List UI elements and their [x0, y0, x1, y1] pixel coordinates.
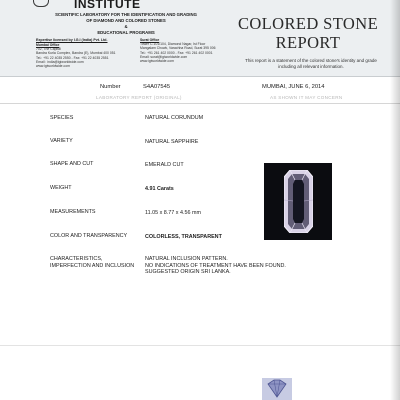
- diamond-seal-icon: [262, 378, 292, 400]
- mumbai-office-address: [36, 43, 132, 68]
- species-label: SPECIES: [50, 115, 74, 121]
- measurements-value: 11.05 x 8.77 x 4.56 mm: [145, 210, 201, 216]
- expertise-line: Expertise licensed by I.G.I (India) Pvt. Ltd.: [36, 38, 108, 42]
- faded-watermark-text: LABORATORY REPORT (ORIGINAL): [96, 95, 182, 100]
- divider: [0, 345, 400, 346]
- variety-label: VARIETY: [50, 138, 73, 144]
- characteristics-value: [145, 256, 286, 276]
- report-number: S4A07545: [143, 84, 171, 90]
- address-line: Email : india@igiworldwide.com: [36, 59, 84, 64]
- address-line: Mangalam Chowk, Varachha Road, Surat 395 006: [140, 46, 216, 51]
- weight-label: WEIGHT: [50, 185, 72, 191]
- faded-watermark-text: AS SHOWN IT MAY CONCERN: [270, 95, 343, 100]
- characteristics-value-line: NATURAL INCLUSION PATTERN.: [145, 256, 228, 262]
- shape-cut-label: SHAPE AND CUT: [50, 161, 94, 167]
- institute-subtitle-line: &: [124, 24, 128, 29]
- characteristics-label: [50, 256, 134, 269]
- variety-value: NATURAL SAPPHIRE: [145, 139, 199, 145]
- species-value: NATURAL CORUNDUM: [145, 115, 204, 121]
- address-line: Tel.: +91 22 4035 2550 - Fax: +91 22 4035 2551: [36, 55, 109, 60]
- shape-cut-value: EMERALD CUT: [145, 162, 184, 168]
- report-statement: This report is a statement of the colored stone's identity and grade including all relevant information.: [245, 58, 377, 69]
- institute-subtitle-line: OF DIAMOND AND COLORED STONES: [86, 18, 166, 23]
- institute-subtitle: [36, 12, 216, 36]
- address-line: Tower C-101/104, Diamond Nagar, Ist Floor: [140, 42, 206, 47]
- report-header: [0, 0, 400, 77]
- report-title-line: REPORT: [275, 33, 341, 52]
- scan-edge-shadow: [390, 0, 400, 400]
- report-title-line: COLORED STONE: [237, 14, 379, 33]
- gemstone-photo: [284, 170, 313, 233]
- institute-title: INSTITUTE: [74, 0, 141, 11]
- address-line: Bandra Kurla Complex, Bandra (E), Mumbai 400 051: [36, 51, 116, 56]
- surat-office-label: Surat Office: [140, 38, 160, 42]
- address-line: www.igiworldwide.com: [36, 64, 70, 69]
- address-line: Email: surat@igiworldwide.com: [140, 54, 188, 59]
- address-line: Tel.: +91 261 402 0000 - Fax: +91 261 402 0001: [140, 50, 213, 55]
- number-label: Number: [100, 84, 121, 90]
- address-line: www.igiworldwide.com: [140, 59, 174, 64]
- surat-office-address: [140, 38, 232, 63]
- institute-subtitle-line: EDUCATIONAL PROGRAMS: [97, 30, 155, 35]
- characteristics-label-line: IMPERFECTION AND INCLUSION: [50, 262, 135, 269]
- measurements-label: MEASUREMENTS: [50, 209, 96, 215]
- report-date: MUMBAI, JUNE 6, 2014: [262, 84, 325, 90]
- color-transparency-label: COLOR AND TRANSPARENCY: [50, 233, 128, 239]
- characteristics-label-line: CHARACTERISTICS,: [50, 256, 103, 262]
- igi-logo-icon: [33, 0, 49, 7]
- weight-value: 4.91 Carats: [145, 186, 174, 192]
- report-title: [228, 14, 388, 52]
- institute-subtitle-line: SCIENTIFIC LABORATORY FOR THE IDENTIFICATION AND GRADING: [55, 12, 197, 17]
- mumbai-office-label: Mumbai Office: [36, 43, 60, 47]
- characteristics-value-line: SUGGESTED ORIGIN SRI LANKA.: [145, 269, 231, 276]
- color-transparency-value: COLORLESS, TRANSPARENT: [145, 234, 222, 240]
- divider: [0, 103, 400, 104]
- characteristics-value-line: NO INDICATIONS OF TREATMENT HAVE BEEN FOUND.: [145, 262, 286, 269]
- address-line: 702, The Capital: [36, 47, 61, 52]
